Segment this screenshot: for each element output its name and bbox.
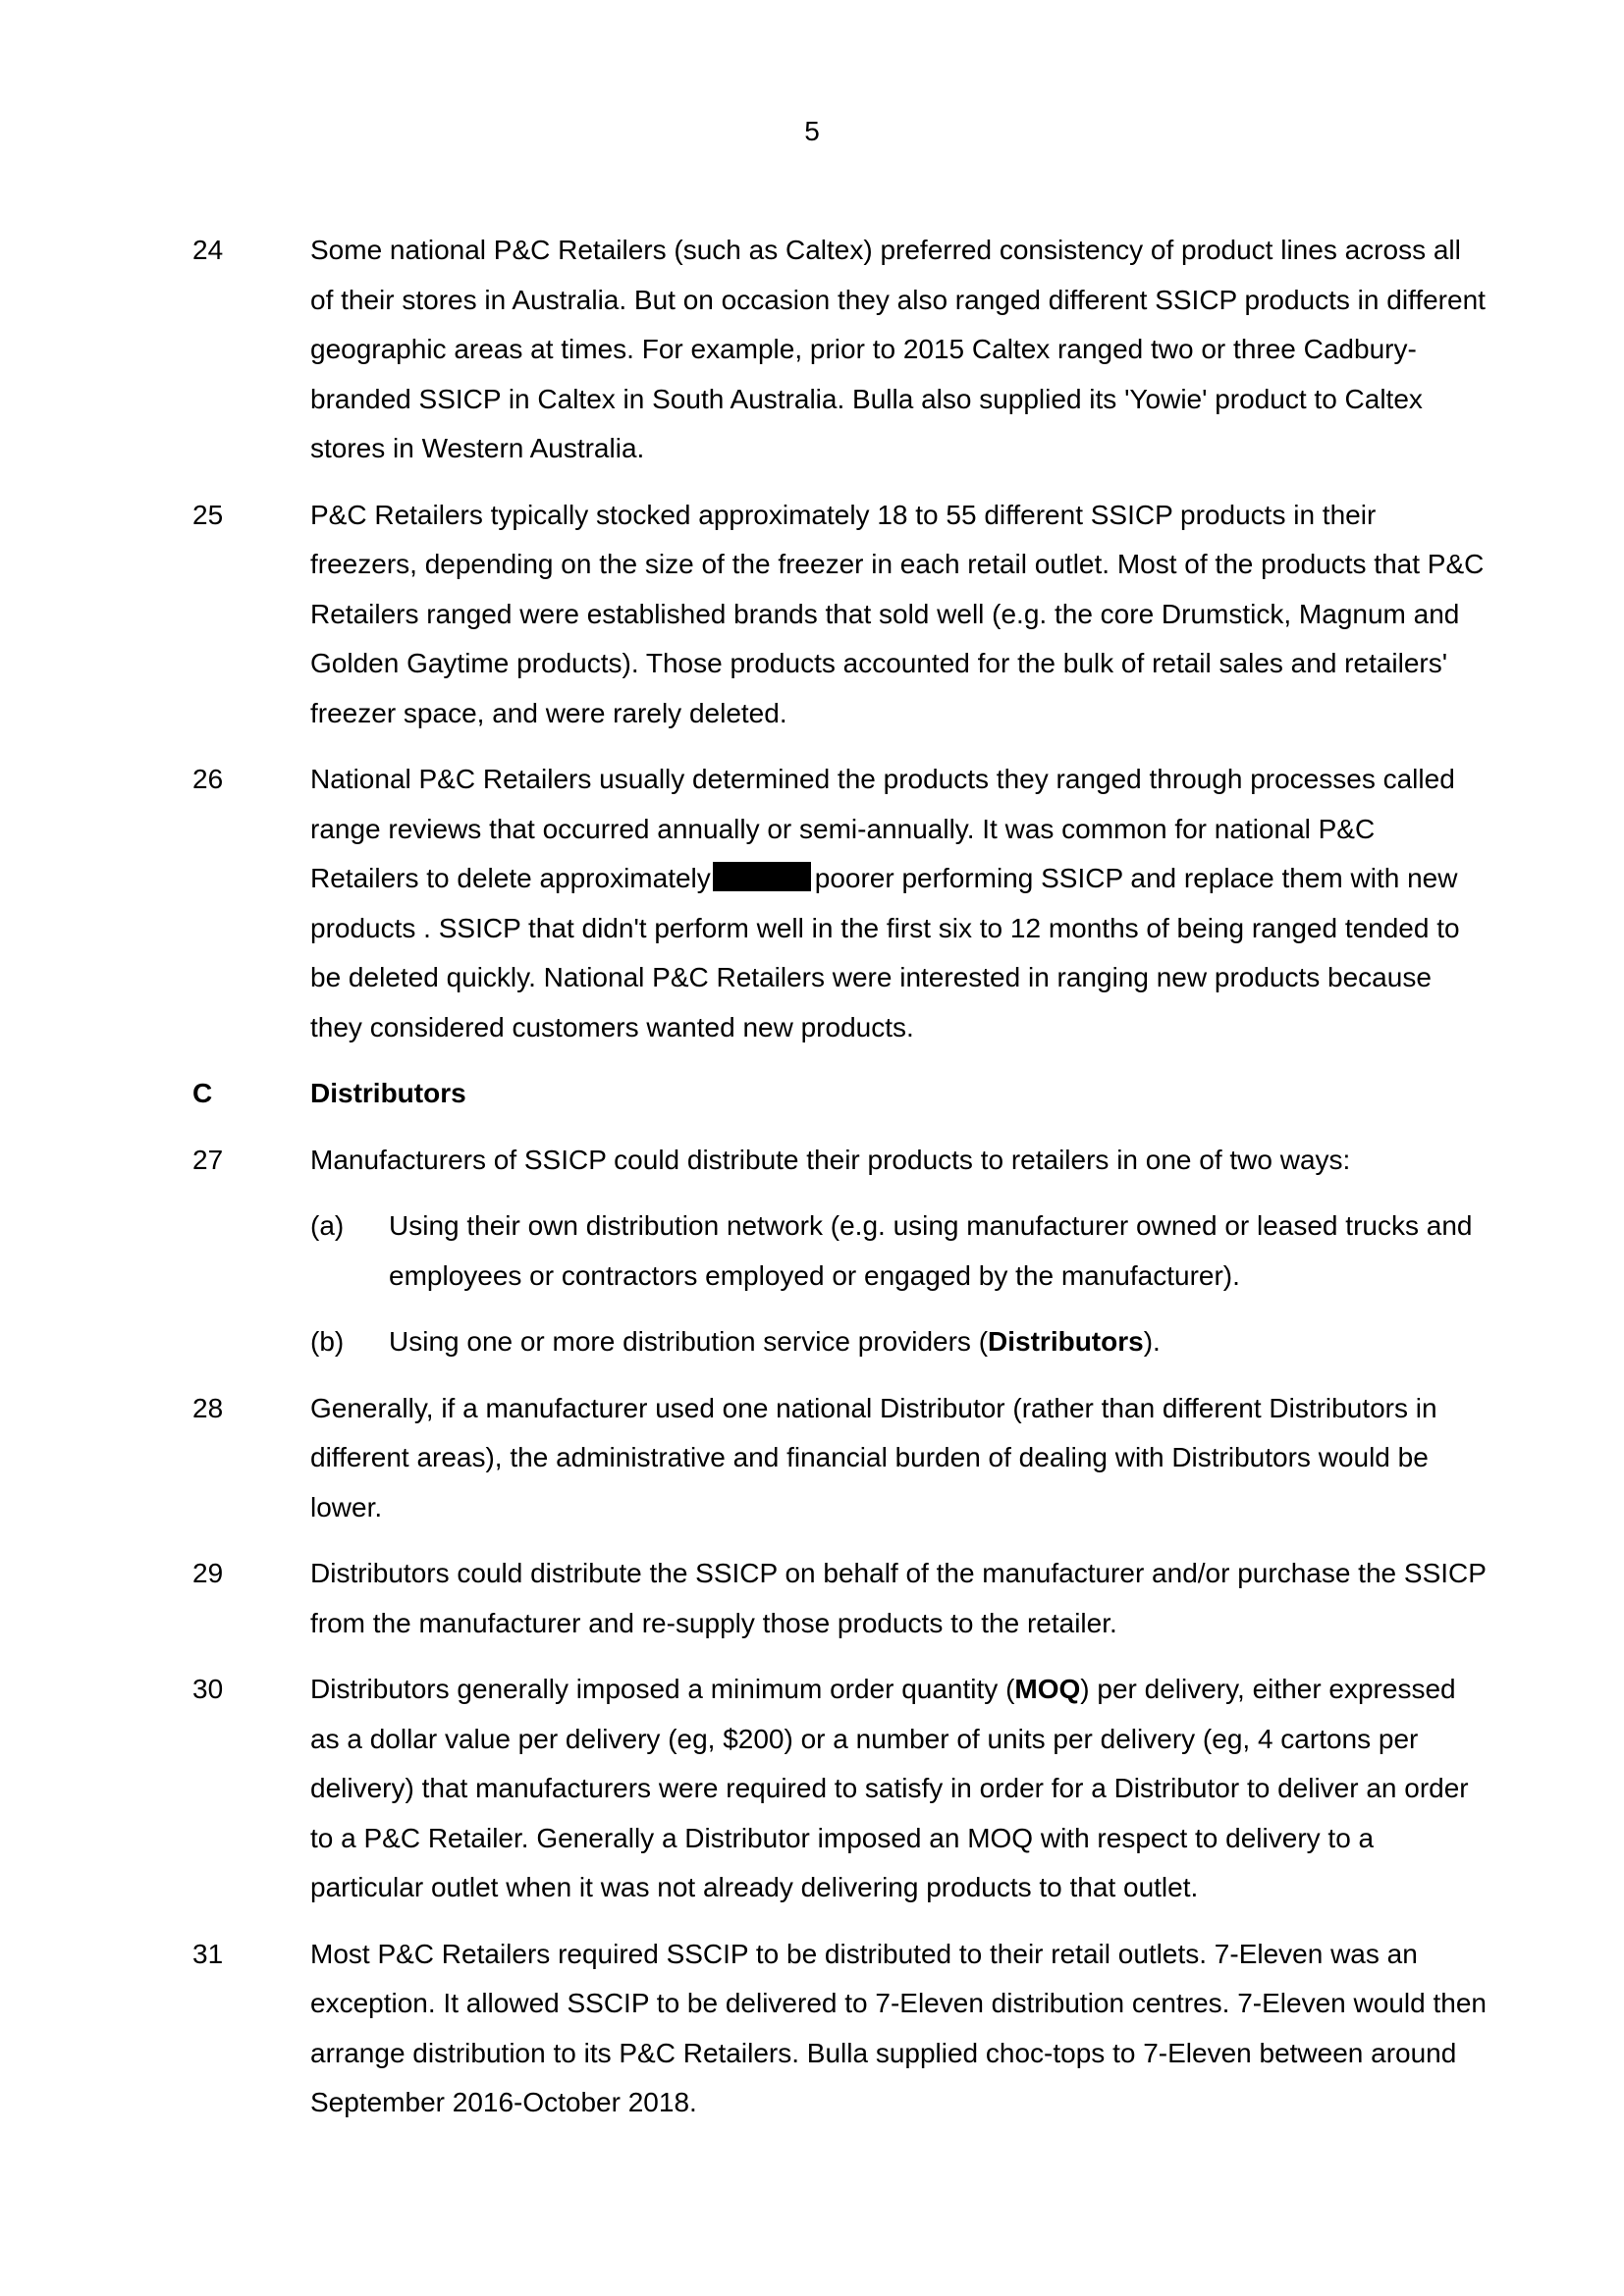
paragraph-text: Distributors could distribute the SSICP on behalf of the manufacturer and/or purchase the SSICP from the manufacturer and re-supply those products to the retailer. [310, 1558, 1487, 1638]
paragraph-text-after-redaction: poorer performing SSICP and replace them with new products . SSICP that didn't perform well in the first six to 12 months of being ranged tended to be deleted quickly. National P&C Retailers were interested in ranging new products because they considered customers wanted new products. [310, 863, 1460, 1042]
paragraph-number: 28 [192, 1392, 224, 1423]
document-body [192, 226, 1489, 2145]
defined-term: MOQ [1014, 1674, 1081, 1704]
paragraph-25 [192, 491, 1489, 739]
paragraph-text: Most P&C Retailers required SSCIP to be distributed to their retail outlets. 7-Eleven was an exception. It allowed SSCIP to be delivered to 7-Eleven distribution centres. 7-Eleven would then arrange distribution to its P&C Retailers. Bulla supplied choc-tops to 7-Eleven between around September 2016-October 2018. [310, 1938, 1487, 2117]
sub-item-a [310, 1201, 1489, 1301]
paragraph-27 [192, 1136, 1489, 1186]
paragraph-text: Some national P&C Retailers (such as Caltex) preferred consistency of product lines across all of their stores in Australia. But on occasion they also ranged different SSICP products in different geographic areas at times. For example, prior to 2015 Caltex ranged two or three Cadbury-branded SSICP in Caltex in South Australia. Bulla also supplied its 'Yowie' product to Caltex stores in Western Australia. [310, 235, 1486, 463]
paragraph-29 [192, 1549, 1489, 1648]
paragraph-text: P&C Retailers typically stocked approximately 18 to 55 different SSICP products in their freezers, depending on the size of the freezer in each retail outlet. Most of the products that P&C Retailers ranged were established brands that sold well (e.g. the core Drumstick, Magnum and Golden Gaytime products). Those products accounted for the bulk of retail sales and retailers' freezer space, and were rarely deleted. [310, 499, 1485, 728]
paragraph-number: 30 [192, 1674, 224, 1704]
defined-term: Distributors [988, 1326, 1144, 1357]
paragraph-number: 26 [192, 764, 224, 794]
paragraph-26 [192, 755, 1489, 1052]
paragraph-text [310, 755, 1489, 1052]
paragraph-number: 24 [192, 235, 224, 265]
paragraph-number: 25 [192, 499, 224, 530]
paragraph-text-before-redaction: National P&C Retailers usually determined the products they ranged through processes called range reviews that occurred annually or semi-annually. It was common for national P&C Retailers to delete approximately [310, 764, 1455, 893]
paragraph-text-after: ) per delivery, either expressed as a dollar value per delivery (eg, $200) or a number of units per delivery (eg, 4 cartons per delivery) that manufacturers were required to satisfy in order for a Distributor to deliver an order to a P&C Retailer. Generally a Distributor imposed an MOQ with respect to delivery to a particular outlet when it was not already delivering products to that outlet. [310, 1674, 1469, 1902]
sub-item-text: Using their own distribution network (e.g. using manufacturer owned or leased trucks and employees or contractors employed or engaged by the manufacturer). [389, 1210, 1473, 1291]
paragraph-31 [192, 1930, 1489, 2128]
sub-item-label: (a) [310, 1210, 345, 1241]
paragraph-text: Generally, if a manufacturer used one national Distributor (rather than different Distributors in different areas), the administrative and financial burden of dealing with Distributors would be lower. [310, 1392, 1437, 1522]
sub-item-text [389, 1317, 1489, 1367]
page-number: 5 [804, 116, 820, 146]
section-letter: C [192, 1078, 213, 1108]
sub-item-text-before: Using one or more distribution service providers ( [389, 1326, 989, 1357]
paragraph-24 [192, 226, 1489, 474]
paragraph-number: 31 [192, 1938, 224, 1969]
section-heading-c [192, 1069, 1489, 1119]
paragraph-text: Manufacturers of SSICP could distribute their products to retailers in one of two ways: [310, 1144, 1351, 1175]
paragraph-28 [192, 1384, 1489, 1533]
redaction-block [713, 862, 811, 891]
paragraph-number: 27 [192, 1144, 224, 1175]
paragraph-30 [192, 1665, 1489, 1913]
sub-item-text-after: ). [1143, 1326, 1161, 1357]
paragraph-text-before: Distributors generally imposed a minimum order quantity ( [310, 1674, 1015, 1704]
paragraph-number: 29 [192, 1558, 224, 1588]
sub-item-b [310, 1317, 1489, 1367]
section-title: Distributors [310, 1078, 466, 1108]
sub-item-label: (b) [310, 1326, 345, 1357]
paragraph-text [310, 1665, 1489, 1913]
